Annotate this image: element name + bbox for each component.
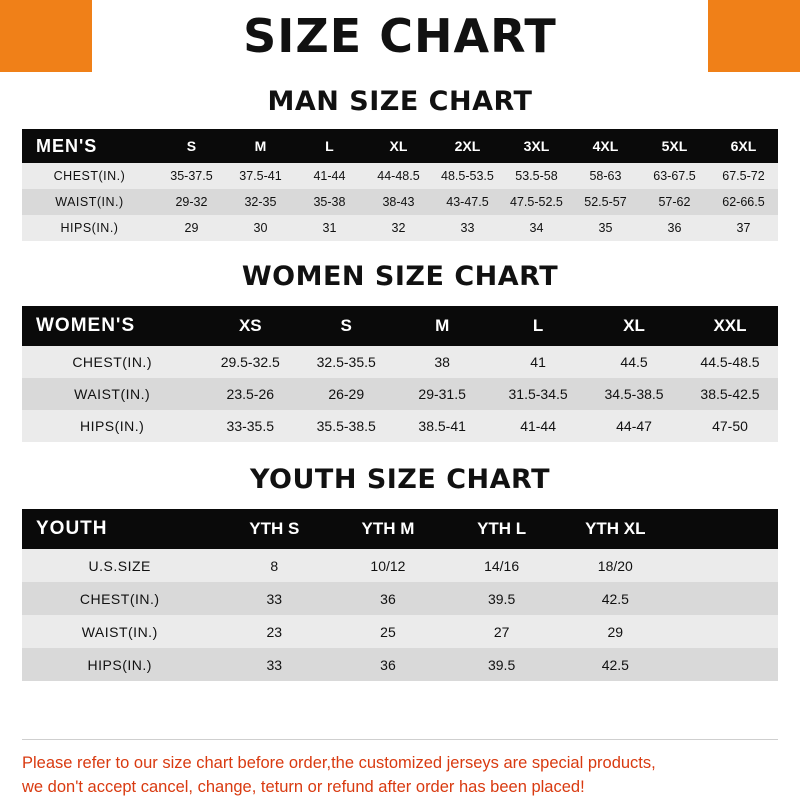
table-cell: 37.5-41 xyxy=(226,163,295,189)
header-banner xyxy=(0,0,800,72)
table-cell: 10/12 xyxy=(331,549,445,582)
table-cell: 33-35.5 xyxy=(202,410,298,442)
row-label: HIPS(IN.) xyxy=(22,215,157,241)
column-header: XXL xyxy=(682,306,778,346)
table-cell: 29-32 xyxy=(157,189,226,215)
table-row xyxy=(22,189,778,215)
table-cell: 38 xyxy=(394,346,490,378)
column-header: 3XL xyxy=(502,129,571,163)
table-cell: 34 xyxy=(502,215,571,241)
table-cell: 29.5-32.5 xyxy=(202,346,298,378)
table-cell: 35 xyxy=(571,215,640,241)
table-cell: 26-29 xyxy=(298,378,394,410)
section-title-man: MAN SIZE CHART xyxy=(267,86,533,117)
table-cell-spacer xyxy=(672,582,778,615)
section-title-youth: YOUTH SIZE CHART xyxy=(249,464,551,495)
table-row xyxy=(22,648,778,681)
table-cell: 48.5-53.5 xyxy=(433,163,502,189)
section-title-women: WOMEN SIZE CHART xyxy=(241,261,559,292)
table-row xyxy=(22,549,778,582)
column-header: S xyxy=(157,129,226,163)
table-cell: 53.5-58 xyxy=(502,163,571,189)
table-cell: 44-48.5 xyxy=(364,163,433,189)
table-cell-spacer xyxy=(672,648,778,681)
footer-line-2: we don't accept cancel, change, teturn or refund after order has been placed! xyxy=(22,778,585,797)
column-header: YTH S xyxy=(217,509,331,549)
footer-line-1: Please refer to our size chart before order,the customized jerseys are special products, xyxy=(22,754,656,773)
table-cell: 31.5-34.5 xyxy=(490,378,586,410)
women-size-chart-table xyxy=(22,306,778,442)
table-cell: 44.5 xyxy=(586,346,682,378)
table-cell: 41-44 xyxy=(295,163,364,189)
column-header: M xyxy=(226,129,295,163)
table-cell: 62-66.5 xyxy=(709,189,778,215)
table-cell: 29 xyxy=(157,215,226,241)
row-label: WAIST(IN.) xyxy=(22,189,157,215)
table-cell: 39.5 xyxy=(445,648,559,681)
column-header: WOMEN'S xyxy=(22,306,202,346)
row-label: CHEST(IN.) xyxy=(22,346,202,378)
table-cell: 38.5-41 xyxy=(394,410,490,442)
table-header-row xyxy=(22,306,778,346)
column-header: 2XL xyxy=(433,129,502,163)
table-cell: 42.5 xyxy=(558,582,672,615)
table-cell: 35-37.5 xyxy=(157,163,226,189)
column-header: L xyxy=(490,306,586,346)
row-label: HIPS(IN.) xyxy=(22,648,217,681)
table-cell: 47-50 xyxy=(682,410,778,442)
man-size-chart-table xyxy=(22,129,778,241)
table-cell: 42.5 xyxy=(558,648,672,681)
page-title: SIZE CHART xyxy=(243,9,557,63)
table-cell: 41 xyxy=(490,346,586,378)
row-label: WAIST(IN.) xyxy=(22,615,217,648)
column-header: XS xyxy=(202,306,298,346)
column-header: YTH XL xyxy=(558,509,672,549)
row-label: CHEST(IN.) xyxy=(22,163,157,189)
table-cell: 32 xyxy=(364,215,433,241)
table-cell: 33 xyxy=(433,215,502,241)
table-cell: 8 xyxy=(217,549,331,582)
youth-size-chart-table xyxy=(22,509,778,681)
table-cell: 36 xyxy=(331,582,445,615)
table-cell: 35-38 xyxy=(295,189,364,215)
table-cell: 39.5 xyxy=(445,582,559,615)
table-cell: 27 xyxy=(445,615,559,648)
table-row xyxy=(22,582,778,615)
column-header: M xyxy=(394,306,490,346)
table-cell: 67.5-72 xyxy=(709,163,778,189)
column-header: 4XL xyxy=(571,129,640,163)
table-cell: 32.5-35.5 xyxy=(298,346,394,378)
table-header-row xyxy=(22,509,778,549)
table-cell: 30 xyxy=(226,215,295,241)
table-cell: 37 xyxy=(709,215,778,241)
column-header: 5XL xyxy=(640,129,709,163)
banner-accent-right xyxy=(708,0,800,72)
table-cell: 44-47 xyxy=(586,410,682,442)
column-header: L xyxy=(295,129,364,163)
row-label: HIPS(IN.) xyxy=(22,410,202,442)
table-cell: 52.5-57 xyxy=(571,189,640,215)
table-cell: 14/16 xyxy=(445,549,559,582)
column-header: YTH M xyxy=(331,509,445,549)
table-cell: 58-63 xyxy=(571,163,640,189)
table-cell: 36 xyxy=(640,215,709,241)
column-header-spacer xyxy=(672,509,778,549)
table-row xyxy=(22,378,778,410)
table-cell: 43-47.5 xyxy=(433,189,502,215)
table-cell: 32-35 xyxy=(226,189,295,215)
column-header: YOUTH xyxy=(22,509,217,549)
table-cell: 33 xyxy=(217,582,331,615)
table-cell: 25 xyxy=(331,615,445,648)
table-row xyxy=(22,410,778,442)
table-cell: 34.5-38.5 xyxy=(586,378,682,410)
table-row xyxy=(22,615,778,648)
row-label: WAIST(IN.) xyxy=(22,378,202,410)
table-cell: 23.5-26 xyxy=(202,378,298,410)
table-cell: 38.5-42.5 xyxy=(682,378,778,410)
column-header: YTH L xyxy=(445,509,559,549)
table-cell: 29-31.5 xyxy=(394,378,490,410)
table-header-row xyxy=(22,129,778,163)
column-header: MEN'S xyxy=(22,129,157,163)
footer-disclaimer xyxy=(22,739,778,800)
table-cell: 18/20 xyxy=(558,549,672,582)
table-cell: 29 xyxy=(558,615,672,648)
banner-accent-left xyxy=(0,0,92,72)
table-cell: 23 xyxy=(217,615,331,648)
table-cell-spacer xyxy=(672,615,778,648)
table-cell: 63-67.5 xyxy=(640,163,709,189)
column-header: S xyxy=(298,306,394,346)
table-cell: 36 xyxy=(331,648,445,681)
table-cell-spacer xyxy=(672,549,778,582)
table-cell: 41-44 xyxy=(490,410,586,442)
table-cell: 44.5-48.5 xyxy=(682,346,778,378)
table-cell: 57-62 xyxy=(640,189,709,215)
table-cell: 35.5-38.5 xyxy=(298,410,394,442)
table-cell: 47.5-52.5 xyxy=(502,189,571,215)
table-row xyxy=(22,163,778,189)
table-row xyxy=(22,346,778,378)
row-label: U.S.SIZE xyxy=(22,549,217,582)
column-header: XL xyxy=(364,129,433,163)
table-cell: 38-43 xyxy=(364,189,433,215)
row-label: CHEST(IN.) xyxy=(22,582,217,615)
table-cell: 31 xyxy=(295,215,364,241)
table-row xyxy=(22,215,778,241)
column-header: 6XL xyxy=(709,129,778,163)
charts-container xyxy=(0,72,800,723)
column-header: XL xyxy=(586,306,682,346)
table-cell: 33 xyxy=(217,648,331,681)
